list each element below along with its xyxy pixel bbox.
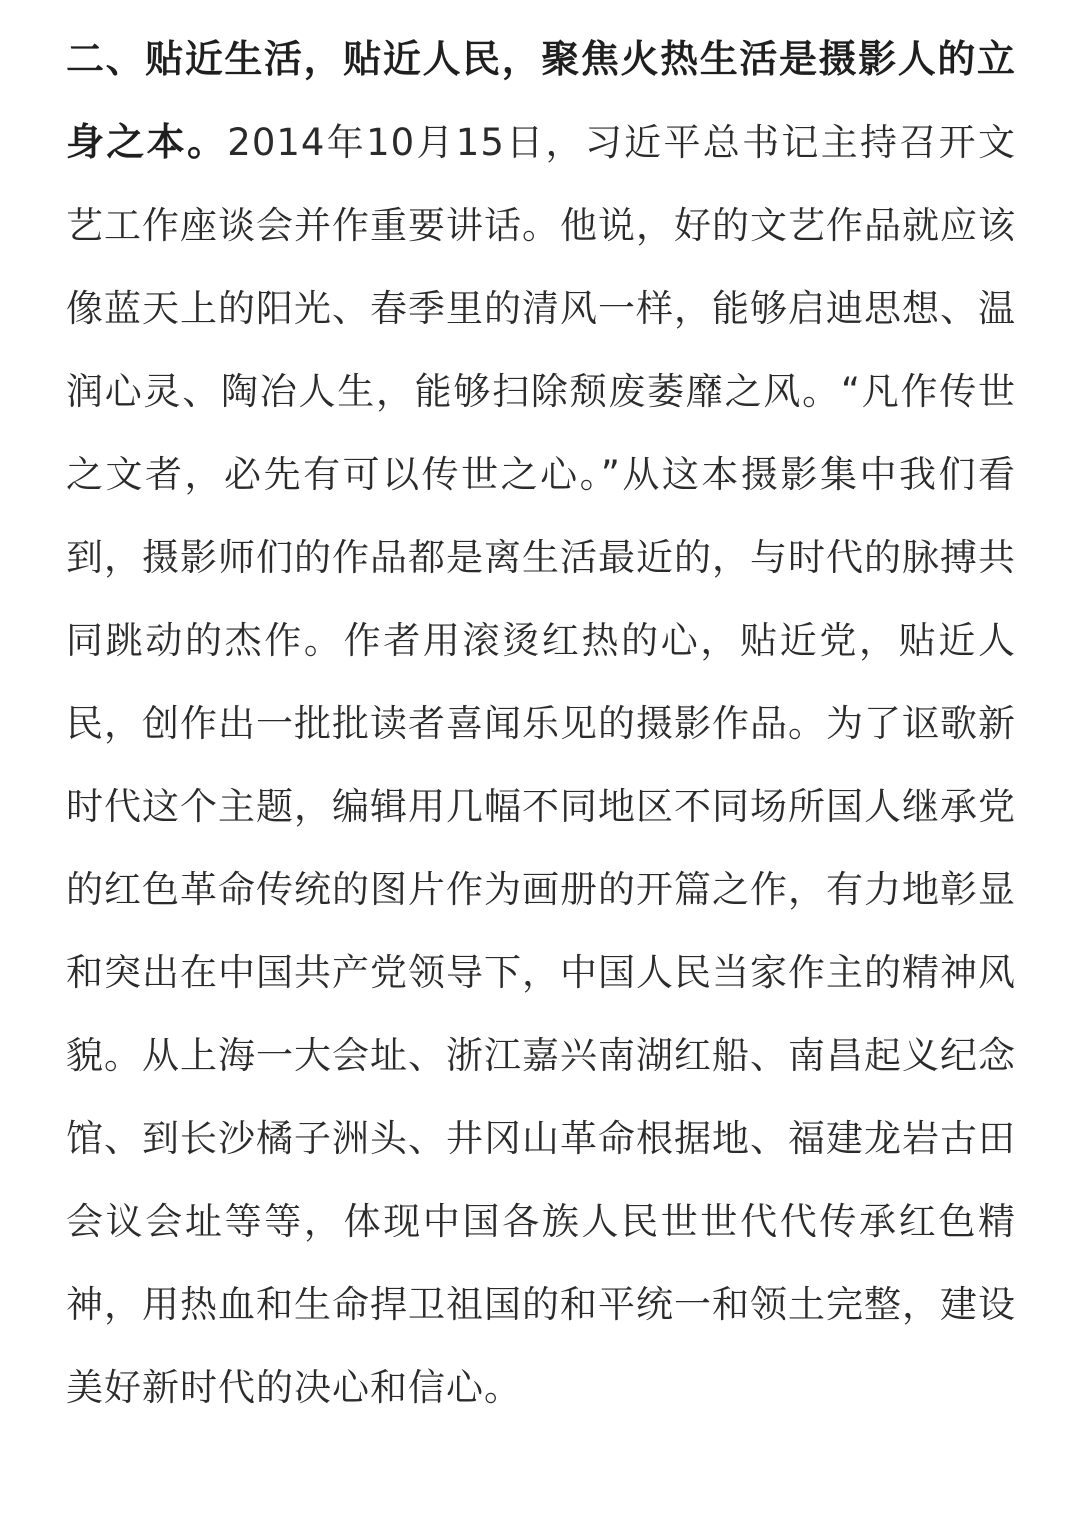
body-text: 2014年10月15日，习近平总书记主持召开文艺工作座谈会并作重要讲话。他说，好的文艺作品就应该像蓝天上的阳光、春季里的清风一样，能够启迪思想、温润心灵、陶冶人生，能够扫除颓废萎靡之风。“凡作传世之文者，必先有可以传世之心。”从这本摄影集中我们看到，摄影师们的作品都是离生活最近的，与时代的脉搏共同跳动的杰作。作者用滚烫红热的心，贴近党，贴近人民，创作出一批批读者喜闻乐见的摄影作品。为了讴歌新时代这个主题，编辑用几幅不同地区不同场所国人继承党的红色革命传统的图片作为画册的开篇之作，有力地彰显和突出在中国共产党领导下，中国人民当家作主的精神风貌。从上海一大会址、浙江嘉兴南湖红船、南昌起义纪念馆、到长沙橘子洲头、井冈山革命根据地、福建龙岩古田会议会址等等，体现中国各族人民世世代代传承红色精神，用热血和生命捍卫祖国的和平统一和领土完整，建设美好新时代的决心和信心。	[66, 121, 1016, 1409]
article-paragraph	[66, 18, 1016, 1429]
section-heading: 二、贴近生活，贴近人民，聚焦火热生活是摄影人的立身之本。	[66, 37, 1016, 164]
